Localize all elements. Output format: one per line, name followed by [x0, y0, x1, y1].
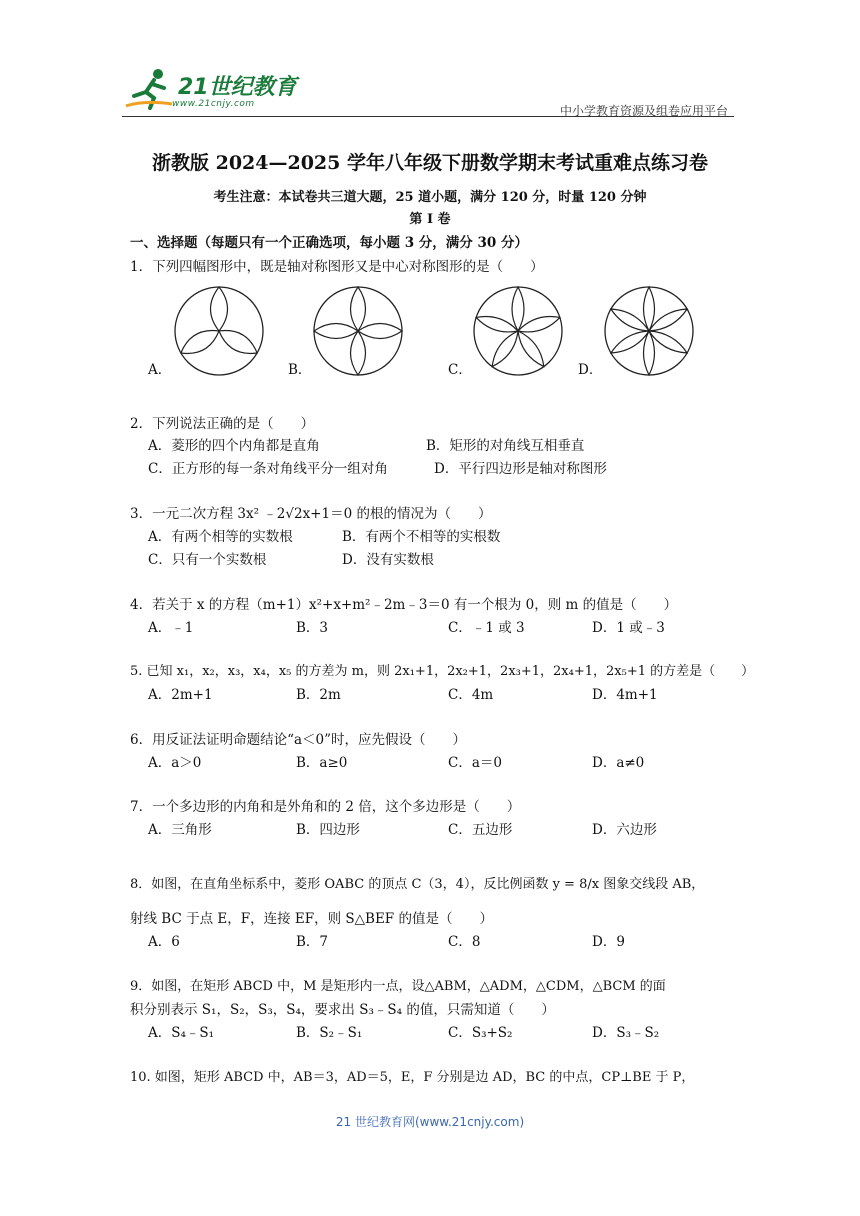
q2-option-d: D．平行四边形是轴对称图形 — [434, 461, 607, 477]
figure-d-six-petal — [602, 284, 696, 378]
q2-option-a: A．菱形的四个内角都是直角 — [148, 438, 320, 454]
q8-option-c: C．8 — [448, 934, 481, 950]
q6-option-a: A．a＞0 — [148, 755, 202, 771]
q7-option-d: D．六边形 — [592, 822, 657, 838]
q4-option-b: B．3 — [296, 620, 329, 636]
question-9-stem-line2: 积分别表示 S₁，S₂，S₃，S₄，要求出 S₃﹣S₄ 的值，只需知道（ ） — [130, 1002, 555, 1018]
platform-label: 中小学教育资源及组卷应用平台 — [559, 104, 728, 118]
q7-option-b: B．四边形 — [296, 822, 360, 838]
figure-label-c: C． — [448, 362, 472, 378]
volume-label: 第 I 卷 — [409, 212, 451, 227]
figure-label-a: A． — [148, 362, 172, 378]
q5-option-a: A．2m+1 — [148, 687, 213, 703]
question-4-stem: 4．若关于 x 的方程（m+1）x²+x+m²﹣2m﹣3＝0 有一个根为 0，则 m 的值是（ ） — [130, 597, 678, 613]
q9-option-c: C．S₃+S₂ — [448, 1025, 513, 1041]
q3-option-b: B．有两个不相等的实根数 — [342, 529, 501, 545]
question-2-stem: 2．下列说法正确的是（ ） — [130, 416, 315, 432]
figure-a-three-petal — [172, 284, 266, 378]
footer-source: 21 世纪教育网(www.21cnjy.com) — [335, 1115, 525, 1129]
q3-option-a: A．有两个相等的实数根 — [148, 529, 293, 545]
logo-url: www.21cnjy.com — [172, 99, 255, 109]
q2-option-c: C．正方形的每一条对角线平分一组对角 — [148, 461, 388, 477]
figure-label-d: D． — [578, 362, 603, 378]
q4-option-a: A．﹣1 — [148, 620, 194, 636]
question-9-stem: 9．如图，在矩形 ABCD 中，M 是矩形内一点，设△ABM，△ADM，△CDM，△BCM 的面 — [130, 979, 666, 994]
q5-option-c: C．4m — [448, 687, 494, 703]
q6-option-c: C．a＝0 — [448, 755, 502, 771]
q7-option-a: A．三角形 — [148, 822, 212, 838]
question-1-stem: 1．下列四幅图形中，既是轴对称图形又是中心对称图形的是（ ） — [130, 259, 544, 275]
q2-option-b: B．矩形的对角线互相垂直 — [426, 438, 585, 454]
q5-option-b: B．2m — [296, 687, 341, 703]
question-8-stem: 8．如图，在直角坐标系中，菱形 OABC 的顶点 C（3，4），反比例函数 y = 8/x 图象交线段 AB， — [130, 877, 705, 892]
figure-b-four-petal — [311, 284, 405, 378]
header-divider — [122, 116, 734, 117]
q3-option-d: D．没有实数根 — [342, 552, 434, 568]
question-7-stem: 7．一个多边形的内角和是外角和的 2 倍，这个多边形是（ ） — [130, 799, 521, 815]
q9-option-b: B．S₂﹣S₁ — [296, 1025, 363, 1041]
figure-label-b: B． — [288, 362, 312, 378]
q8-option-b: B．7 — [296, 934, 329, 950]
q8-option-d: D．9 — [592, 934, 625, 950]
question-10-stem: 10. 如图，矩形 ABCD 中，AB＝3，AD＝5，E，F 分别是边 AD，BC 的中点，CP⊥BE 于 P， — [130, 1070, 695, 1085]
q6-option-d: D．a≠0 — [592, 755, 645, 771]
question-6-stem: 6．用反证法证明命题结论“a＜0”时，应先假设（ ） — [130, 732, 467, 748]
question-5-stem: 5. 已知 x₁，x₂，x₃，x₄，x₅ 的方差为 m，则 2x₁+1，2x₂+1，2x₃+1，2x₄+1，2x₅+1 的方差是（ ） — [130, 664, 755, 679]
q9-option-d: D．S₃﹣S₂ — [592, 1025, 660, 1041]
logo-text: 21世纪教育 — [178, 75, 297, 100]
q8-option-a: A．6 — [148, 934, 180, 950]
q3-option-c: C．只有一个实数根 — [148, 552, 267, 568]
q4-option-d: D．1 或﹣3 — [592, 620, 665, 636]
q7-option-c: C．五边形 — [448, 822, 513, 838]
q4-option-c: C．﹣1 或 3 — [448, 620, 525, 636]
question-8-stem-line2: 射线 BC 于点 E，F，连接 EF，则 S△BEF 的值是（ ） — [130, 911, 493, 927]
exam-notice: 考生注意：本试卷共三道大题，25 道小题，满分 120 分，时量 120 分钟 — [213, 190, 647, 205]
q6-option-b: B．a≥0 — [296, 755, 348, 771]
q5-option-d: D．4m+1 — [592, 687, 658, 703]
page-title: 浙教版 2024—2025 学年八年级下册数学期末考试重难点练习卷 — [152, 152, 708, 174]
q9-option-a: A．S₄﹣S₁ — [148, 1025, 215, 1041]
question-3-stem: 3．一元二次方程 3x² ﹣2√2x+1＝0 的根的情况为（ ） — [130, 506, 492, 522]
figure-c-five-petal — [471, 284, 565, 378]
section-heading: 一、选择题（每题只有一个正确选项，每小题 3 分，满分 30 分） — [130, 235, 528, 251]
